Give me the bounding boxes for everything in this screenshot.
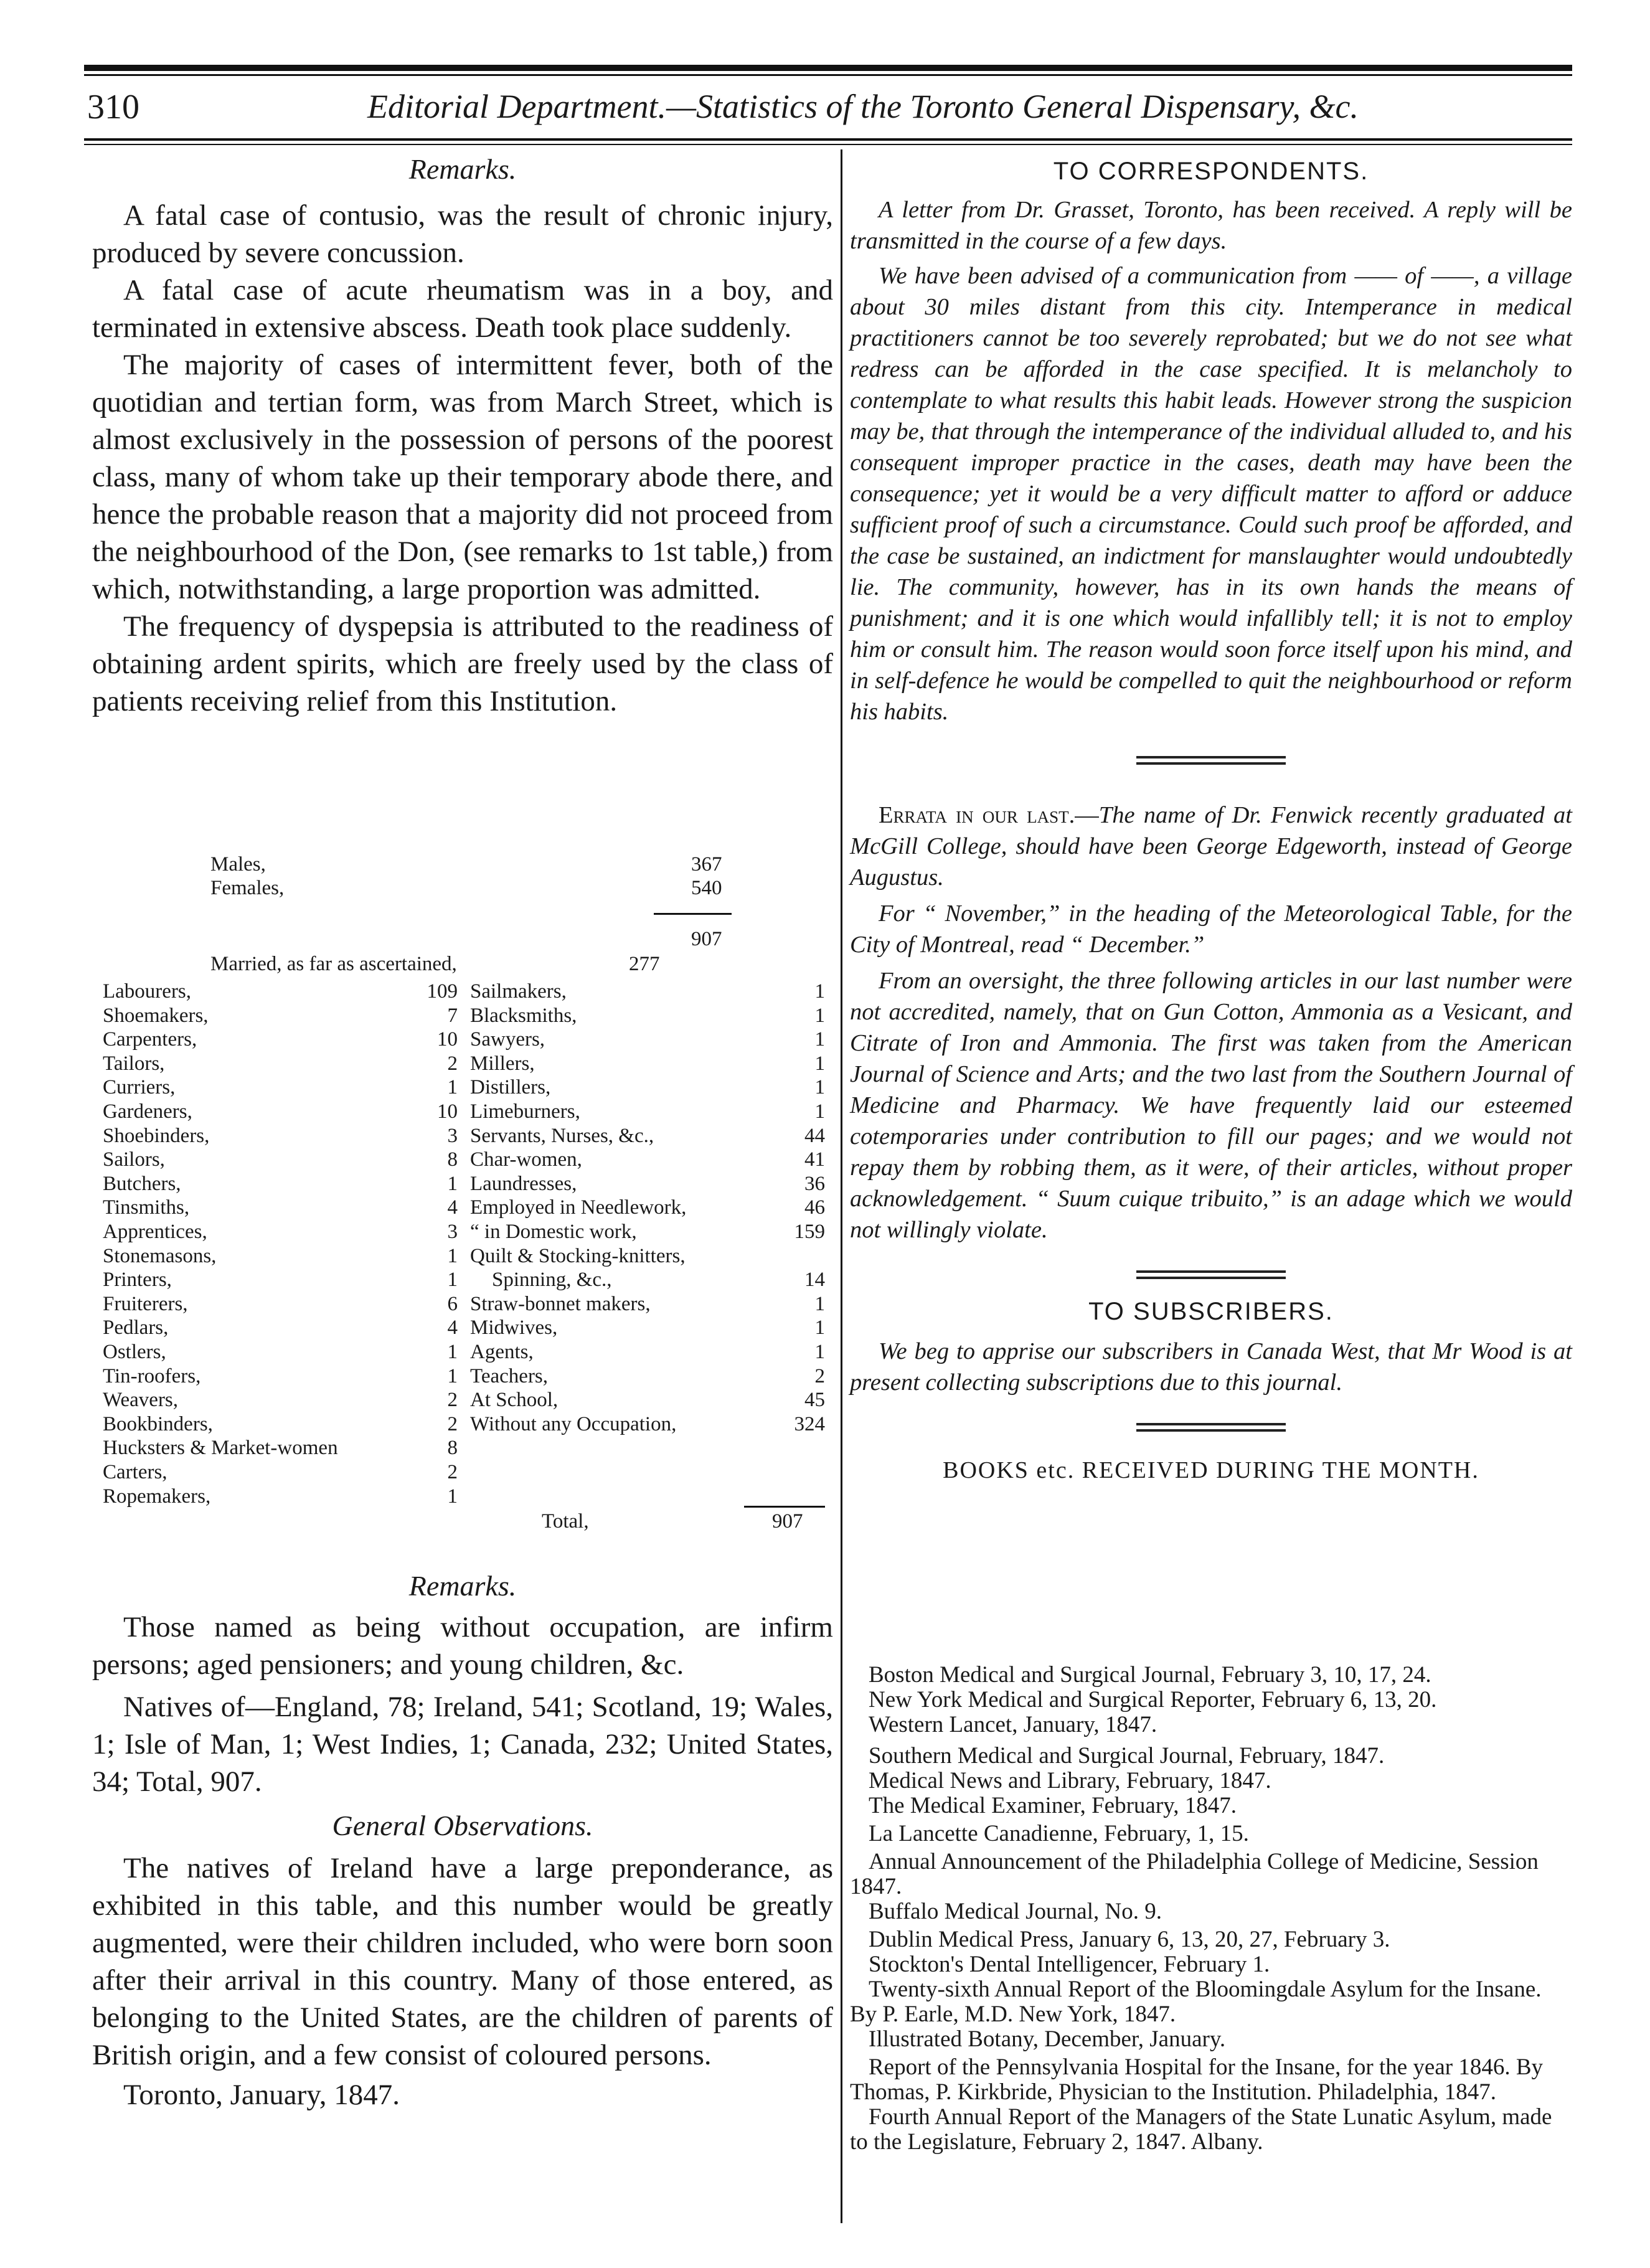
- page-number: 310: [87, 88, 139, 126]
- occupation-left-value: 2: [447, 1052, 458, 1075]
- errata-oversight: From an oversight, the three following articles in our last number were not accredited, namely, that on Gun Cotton, Ammonia as a Vesicant, and Citrate of Iron and Ammonia. The first was taken from the American Journal of Science and Arts; and the two last from the Southern Journal of Medicine and Pharmacy. We have frequently laid our esteemed cotemporaries under contribution to fill our pages; and we would not repay them by robbing them, as it were, of their articles, without proper acknowledgement. “ Suum cuique tribuito,” is an adage which we would not willingly violate.: [850, 968, 1572, 1243]
- occupation-right-value: 1: [814, 1292, 825, 1315]
- occupation-right-label: “ in Domestic work,: [470, 1221, 637, 1243]
- signoff: Toronto, January, 1847.: [123, 2079, 400, 2111]
- occupation-left-label: Fruiterers,: [103, 1292, 188, 1315]
- right-column: [850, 153, 1572, 1484]
- book-item: Annual Announcement of the Philadelphia College of Medicine, Session 1847.: [850, 1849, 1539, 1899]
- occupation-right-label: Distillers,: [470, 1076, 551, 1099]
- males-label: Males,: [210, 853, 266, 876]
- occupation-right-value: 41: [804, 1148, 825, 1171]
- occupation-left-label: Tinsmiths,: [103, 1196, 190, 1219]
- occupation-left-label: Shoebinders,: [103, 1124, 210, 1147]
- separator-1: [1136, 756, 1286, 765]
- occupation-left-value: 1: [447, 1172, 458, 1195]
- occupation-right-label: Servants, Nurses, &c.,: [470, 1124, 654, 1147]
- occupation-right-value: 2: [814, 1364, 825, 1387]
- occupation-right-value: 14: [804, 1269, 825, 1292]
- occupation-right-value: 1: [814, 1052, 825, 1075]
- occupation-right-label: Spinning, &c.,: [492, 1269, 612, 1292]
- occupation-right-value: 44: [804, 1124, 825, 1147]
- errata-lead: Errata in our last.—: [879, 802, 1099, 828]
- book-item: The Medical Examiner, February, 1847.: [869, 1793, 1237, 1818]
- occupation-left-value: 1: [447, 1341, 458, 1363]
- sex-total: 907: [691, 928, 722, 950]
- occupation-left-value: 3: [447, 1221, 458, 1243]
- paragraph-dyspepsia: The frequency of dyspepsia is attributed to the readiness of obtaining ardent spirits, which are freely used by the class of patients receiving relief from this Institution.: [92, 610, 833, 717]
- occupation-left-value: 1: [447, 1269, 458, 1292]
- occupations-total-value: 907: [772, 1510, 803, 1533]
- occupation-left-value: 109: [427, 980, 458, 1003]
- occupation-left-value: 3: [447, 1124, 458, 1147]
- occupation-right-label: Sawyers,: [470, 1028, 545, 1051]
- correspondent-letter-grasset: A letter from Dr. Grasset, Toronto, has been received. A reply will be transmitted in the course of a few days.: [850, 197, 1572, 254]
- occupation-right-label: Limeburners,: [470, 1100, 580, 1123]
- book-item: Report of the Pennsylvania Hospital for the Insane, for the year 1846. By Thomas, P. Kirkbride, Physician to the Institution. Philadelphia, 1847.: [850, 2054, 1544, 2105]
- occupation-left-label: Ostlers,: [103, 1341, 166, 1363]
- occupation-right-label: Char-women,: [470, 1148, 582, 1171]
- book-item: New York Medical and Surgical Reporter, February 6, 13, 20.: [869, 1687, 1437, 1713]
- occupation-left-label: Labourers,: [103, 980, 192, 1003]
- paragraph-contusio: A fatal case of contusio, was the result of chronic injury, produced by severe concussion.: [92, 199, 833, 269]
- occupation-right-label: At School,: [470, 1389, 559, 1412]
- married-label: Married, as far as ascertained,: [210, 953, 457, 975]
- separator-3: [1136, 1423, 1286, 1432]
- occupation-left-label: Sailors,: [103, 1148, 165, 1171]
- general-observations-heading: General Observations.: [332, 1810, 593, 1841]
- correspondent-intemperance: We have been advised of a communication from —— of ——, a village about 30 miles distant from this city. Intemperance in medical practitioners cannot be too severely reprobated; but we do not see what redress can be afforded in the case specified. It is melancholy to contemplate to what results this habit leads. However strong the suspicion may be, that through the intemperance of the individual alluded to, and his consequent improper practice in the cases, death may have been the consequence; yet it would be a very difficult matter to afford or adduce sufficient proof of such a circumstance. Could such proof be afforded, and the case be sustained, an indictment for manslaughter would undoubtedly lie. The community, however, has in its own hands the means of punishment; and it is one which would infallibly tell; it is not to employ him or consult him. The reason would soon force itself upon his mind, and in self-defence he would be compelled to quit the neighbourhood or reform his habits.: [850, 263, 1572, 725]
- header-rule: [84, 138, 1572, 141]
- occupation-left-label: Carpenters,: [103, 1028, 197, 1051]
- book-item: Boston Medical and Surgical Journal, February 3, 10, 17, 24.: [869, 1662, 1431, 1688]
- occupation-left-label: Butchers,: [103, 1172, 181, 1195]
- occupation-right-value: 1: [814, 1100, 825, 1123]
- remarks2-heading: Remarks.: [408, 1570, 517, 1602]
- occupation-left-label: Curriers,: [103, 1076, 176, 1099]
- top-rule-thick: [84, 65, 1572, 71]
- subscribers-text: We beg to apprise our subscribers in Canada West, that Mr Wood is at present collecting subscriptions due to this journal.: [850, 1338, 1572, 1396]
- occupation-right-value: 1: [814, 1004, 825, 1027]
- occupation-right-label: Blacksmiths,: [470, 1004, 577, 1027]
- occupation-right-label: Agents,: [470, 1341, 534, 1363]
- occupation-right-value: 36: [804, 1172, 825, 1195]
- occupation-left-value: 8: [447, 1148, 458, 1171]
- paragraph-without-occupation: Those named as being without occupation, are infirm persons; aged pensioners; and young children, &c.: [92, 1611, 833, 1681]
- book-item: Medical News and Library, February, 1847.: [869, 1768, 1271, 1793]
- occupation-right-label: Without any Occupation,: [470, 1412, 677, 1435]
- top-rule-thin: [84, 74, 1572, 76]
- occupation-left-label: Carters,: [103, 1461, 167, 1483]
- occupation-right-value: 1: [814, 1028, 825, 1051]
- occupation-left-label: Tailors,: [103, 1052, 165, 1075]
- occupation-left-value: 10: [437, 1100, 458, 1123]
- occupation-left-value: 1: [447, 1485, 458, 1508]
- correspondents-heading: TO CORRESPONDENTS.: [1053, 158, 1369, 185]
- occupation-left-value: 1: [447, 1076, 458, 1099]
- occupation-right-value: 46: [804, 1196, 825, 1219]
- occupation-left-label: Hucksters & Market-women: [103, 1437, 338, 1460]
- book-item: Stockton's Dental Intelligencer, February 1.: [869, 1952, 1270, 1977]
- occupation-right-value: 1: [814, 1341, 825, 1363]
- paragraph-intermittent-fever: The majority of cases of intermittent fever, both of the quotidian and tertian form, was from March Street, which is almost exclusively in the possession of persons of the poorest class, many of whom take up their temporary abode there, and hence the probable reason that a majority did not proceed from the neighbourhood of the Don, (see remarks to 1st table,) from which, notwithstanding, a large proportion was admitted.: [92, 349, 833, 605]
- occupation-right-label: Laundresses,: [470, 1172, 577, 1195]
- book-item: Fourth Annual Report of the Managers of the State Lunatic Asylum, made to the Legislature, February 2, 1847. Albany.: [850, 2104, 1552, 2155]
- occupation-right-value: 324: [794, 1412, 825, 1435]
- occupation-right-label: Straw-bonnet makers,: [470, 1292, 651, 1315]
- occupation-left-value: 2: [447, 1461, 458, 1483]
- occupation-right-label: Midwives,: [470, 1316, 558, 1340]
- paragraph-rheumatism: A fatal case of acute rheumatism was in a boy, and terminated in extensive abscess. Death took place suddenly.: [92, 274, 833, 344]
- left-column: [92, 153, 833, 720]
- occupation-left-label: Tin-roofers,: [103, 1364, 201, 1387]
- book-item: Buffalo Medical Journal, No. 9.: [869, 1899, 1162, 1924]
- book-item: Illustrated Botany, December, January.: [869, 2026, 1226, 2052]
- occupation-right-label: Sailmakers,: [470, 980, 567, 1003]
- females-value: 540: [691, 877, 722, 899]
- book-item: Southern Medical and Surgical Journal, February, 1847.: [869, 1743, 1385, 1769]
- sex-total-rule: [654, 913, 732, 915]
- females-label: Females,: [210, 877, 285, 899]
- occupation-right-label: Teachers,: [470, 1364, 549, 1387]
- books-heading: BOOKS etc. RECEIVED DURING THE MONTH.: [943, 1457, 1479, 1483]
- errata-paragraph: [850, 800, 1572, 893]
- occupation-left-value: 2: [447, 1412, 458, 1435]
- book-item: Western Lancet, January, 1847.: [869, 1712, 1157, 1737]
- occupation-left-label: Printers,: [103, 1269, 172, 1292]
- married-value: 277: [629, 953, 660, 975]
- left-column-lower: [92, 1569, 833, 2114]
- occupation-left-value: 2: [447, 1389, 458, 1412]
- subscribers-heading: TO SUBSCRIBERS.: [1088, 1298, 1334, 1325]
- occupation-right-value: 45: [804, 1389, 825, 1412]
- column-divider: [841, 149, 842, 2223]
- occupation-left-value: 4: [447, 1316, 458, 1340]
- paragraph-general-observations: The natives of Ireland have a large preponderance, as exhibited in this table, and this number would be greatly augmented, were their children included, who were born soon after their arrival in this country. Many of those entered, as belonging to the United States, are the children of parents of British origin, and a few consist of coloured persons.: [92, 1852, 833, 2071]
- book-item: Twenty-sixth Annual Report of the Bloomingdale Asylum for the Insane. By P. Earle, M.D. New York, 1847.: [850, 1977, 1542, 2027]
- occupation-left-value: 6: [447, 1292, 458, 1315]
- occupation-right-value: 159: [794, 1221, 825, 1243]
- paragraph-natives: Natives of—England, 78; Ireland, 541; Scotland, 19; Wales, 1; Isle of Man, 1; West Indies, 1; Canada, 232; United States, 34; Total, 907.: [92, 1691, 833, 1798]
- header-rule-2: [84, 144, 1572, 145]
- running-title: Editorial Department.—Statistics of the Toronto General Dispensary, &c.: [367, 88, 1359, 125]
- occupation-left-value: 8: [447, 1437, 458, 1460]
- occupation-right-value: 1: [814, 1076, 825, 1099]
- occupation-left-value: 10: [437, 1028, 458, 1051]
- occ-total-rule: [744, 1506, 825, 1508]
- separator-2: [1136, 1270, 1286, 1279]
- occupation-left-label: Shoemakers,: [103, 1004, 209, 1027]
- occupation-left-label: Pedlars,: [103, 1316, 169, 1340]
- occupation-left-label: Stonemasons,: [103, 1244, 217, 1267]
- occupation-left-value: 1: [447, 1364, 458, 1387]
- occupations-total-label: Total,: [542, 1510, 589, 1533]
- occupation-left-value: 1: [447, 1244, 458, 1267]
- occupation-right-label: Millers,: [470, 1052, 535, 1075]
- occupation-left-value: 7: [447, 1004, 458, 1027]
- occupation-left-label: Gardeners,: [103, 1100, 192, 1123]
- males-value: 367: [691, 853, 722, 876]
- occupation-left-label: Weavers,: [103, 1389, 179, 1412]
- occupation-left-label: Bookbinders,: [103, 1412, 213, 1435]
- book-item: La Lancette Canadienne, February, 1, 15.: [869, 1821, 1249, 1846]
- occupation-left-label: Ropemakers,: [103, 1485, 211, 1508]
- remarks-heading: Remarks.: [408, 153, 517, 185]
- book-item: Dublin Medical Press, January 6, 13, 20, 27, February 3.: [869, 1927, 1390, 1952]
- occupation-right-value: 1: [814, 1316, 825, 1340]
- occupation-left-label: Apprentices,: [103, 1221, 207, 1243]
- occupation-right-value: 1: [814, 980, 825, 1003]
- occupation-right-label: Employed in Needlework,: [470, 1196, 687, 1219]
- errata-fenwick: The name of Dr. Fenwick recently graduated at McGill College, should have been George Edgeworth, instead of George Augustus.: [850, 802, 1572, 891]
- occupation-right-label: Quilt & Stocking-knitters,: [470, 1244, 686, 1267]
- errata-meteorological: For “ November,” in the heading of the Meteorological Table, for the City of Montreal, read “ December.”: [850, 900, 1572, 958]
- occupation-left-value: 4: [447, 1196, 458, 1219]
